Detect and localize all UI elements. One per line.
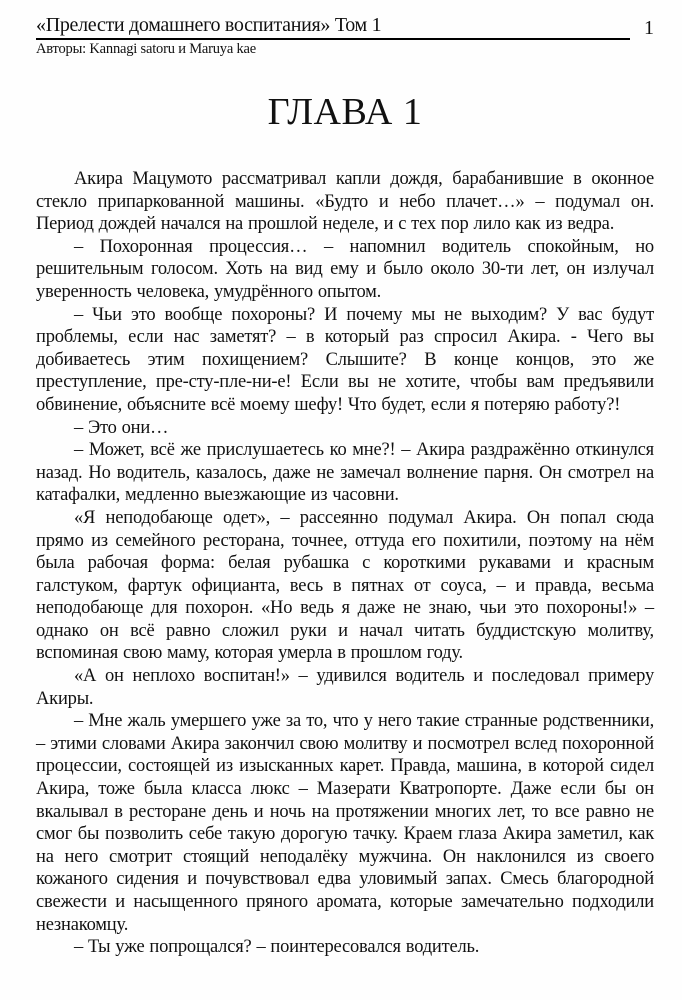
page-number: 1 bbox=[644, 17, 654, 39]
paragraph: – Похоронная процессия… – напомнил водитель спокойным, но решительным голосом. Хоть на вид ему и было около 30-ти лет, он излучал уверенность человека, умудрённого опытом. bbox=[36, 236, 654, 302]
header-rule bbox=[36, 14, 630, 40]
paragraph: – Чьи это вообще похороны? И почему мы не выходим? У вас будут проблемы, если нас заметят? – в который раз спросил Акира. - Чего вы добиваетесь этим похищением? Слышите? В конце концов, это же преступление, пре-сту-пле-ни-е! Если вы не хотите, чтобы вам предъявили обвинение, объясните всё моему шефу! Что будет, если я потеряю работу?! bbox=[36, 304, 654, 415]
paragraph: – Может, всё же прислушаетесь ко мне?! – Акира раздражённо откинулся назад. Но водитель, казалось, даже не замечал волнение парня. Он смотрел на катафалки, медленно выезжающие из часовни. bbox=[36, 440, 654, 506]
paragraph: – Это они… bbox=[74, 417, 169, 438]
chapter-title: ГЛАВА 1 bbox=[267, 91, 423, 133]
authors-line: Авторы: Kannagi satoru и Maruya kae bbox=[36, 41, 257, 57]
paragraph: Акира Мацумото рассматривал капли дождя, барабанившие в оконное стекло припаркованной машины. «Будто и небо плачет…» – подумал он. Период дождей начался на прошлой неделе, и с тех пор лило как из ведра. bbox=[36, 169, 654, 235]
paragraph: «Я неподобающе одет», – рассеянно подумал Акира. Он попал сюда прямо из семейного ресторана, точнее, оттуда его похитили, поэтому на нём была рабочая форма: белая рубашка с короткими рукавами и красным галстуком, фартук официанта, весь в пятнах от соуса, – и правда, весьма неподобающе для похорон. «Но ведь я даже не знаю, чьи это похороны!» – однако он всё равно сложил руки и начал читать буддистскую молитву, вспоминая свою маму, которая умерла в прошлом году. bbox=[36, 507, 654, 664]
paragraph: – Ты уже попрощался? – поинтересовался водитель. bbox=[74, 937, 480, 958]
body-text bbox=[36, 168, 654, 959]
paragraph: – Мне жаль умершего уже за то, что у него такие странные родственники, – этими словами Акира закончил свою молитву и посмотрел вслед похоронной процессии, состоящей из изысканных карет. Правда, машина, в которой сидел Акира, тоже была класса люкс – Мазерати Кватропорте. Даже если бы он вкалывал в ресторане день и ночь на протяжении многих лет, то все равно не смог бы позволить себе такую дорогую тачку. Краем глаза Акира заметил, как на него смотрит стоящий неподалёку мужчина. Он наклонился из своего кожаного сидения и почувствовал едва уловимый запах. Смесь благородной свежести и насыщенного пряного аромата, которые замечательно подходили незнакомцу. bbox=[36, 711, 654, 935]
running-header bbox=[36, 14, 654, 40]
paragraph: «А он неплохо воспитан!» – удивился водитель и последовал примеру Акиры. bbox=[36, 666, 654, 709]
header-title: «Прелести домашнего воспитания» Том 1 bbox=[36, 14, 382, 36]
